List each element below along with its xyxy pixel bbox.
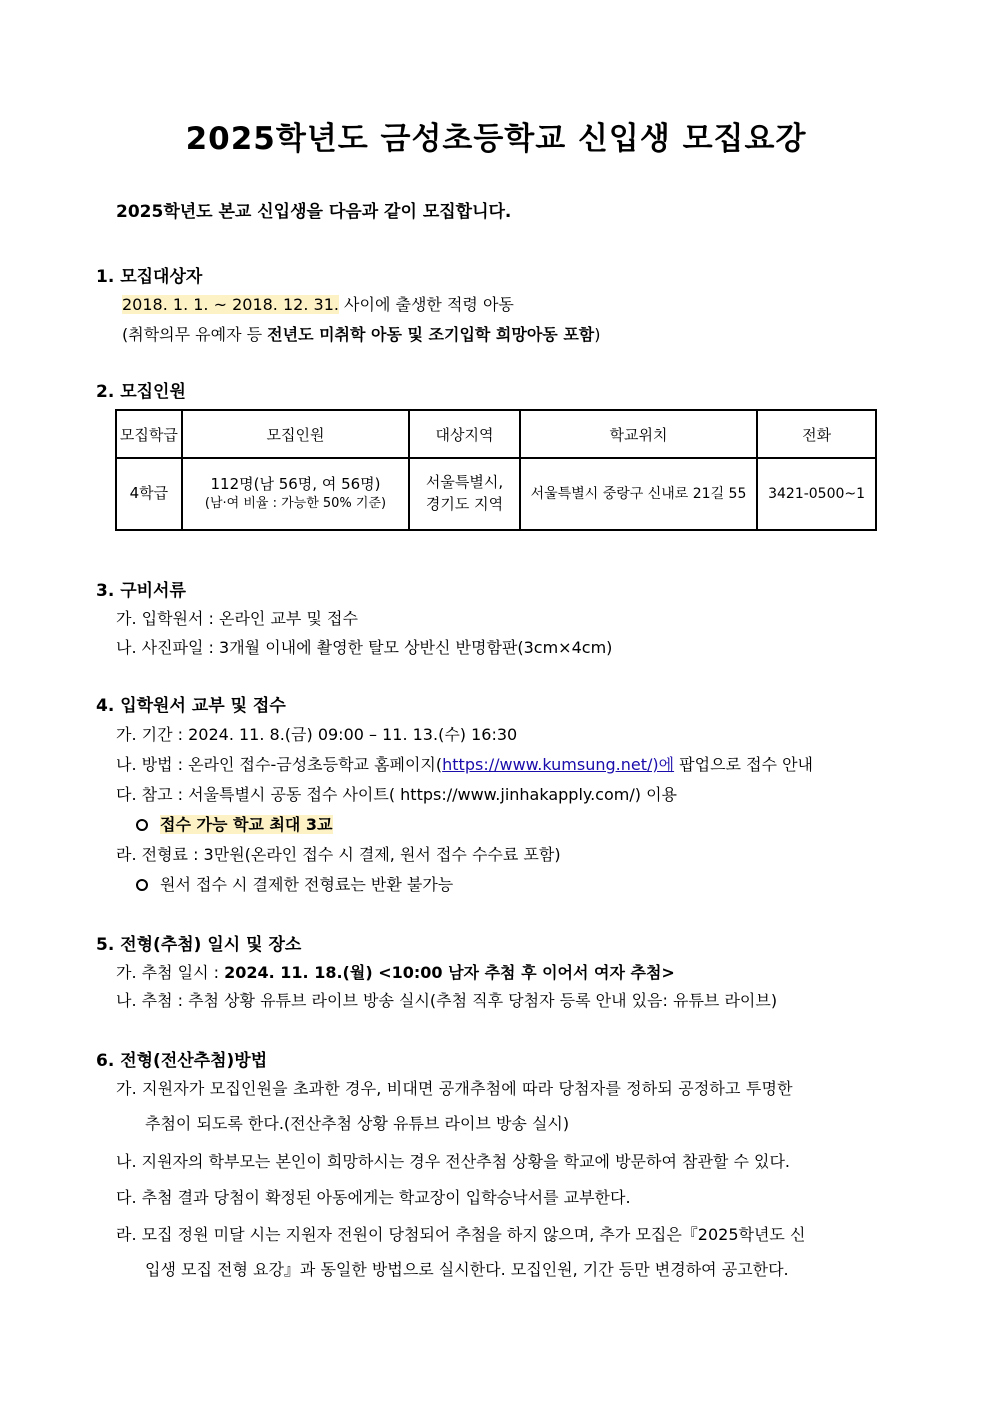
section-1-line-1 xyxy=(122,292,514,315)
fee-item: 라. 전형료 : 3만원(온라인 접수 시 결제, 원서 접수 수수료 포함) xyxy=(116,845,561,864)
birth-date-text: 사이에 출생한 적령 아동 xyxy=(338,295,514,314)
draw-date-bold: 2024. 11. 18.(월) <10:00 남자 추첨 후 이어서 여자 추첨> xyxy=(224,963,675,982)
method-na: 나. 지원자의 학부모는 본인이 희망하시는 경우 전산추첨 상황을 학교에 방문하여 참관할 수 있다. xyxy=(116,1152,790,1171)
cell-location: 서울특별시 중랑구 신내로 21길 55 xyxy=(520,458,757,530)
note-max-schools-text: 접수 가능 학교 최대 3교 xyxy=(160,815,333,834)
method-ga-line-1: 가. 지원자가 모집인원을 초과한 경우, 비대면 공개추첨에 따라 당첨자를 정하되 공정하고 투명한 xyxy=(116,1079,793,1098)
section-5-heading: 5. 전형(추첨) 일시 및 장소 xyxy=(96,935,302,955)
intro-text: 2025학년도 본교 신입생을 다음과 같이 모집합니다. xyxy=(116,202,512,222)
table-header-row xyxy=(116,410,876,458)
header-count: 모집인원 xyxy=(182,410,409,458)
draw-broadcast-item: 나. 추첨 : 추첨 상황 유튜브 라이브 방송 실시(추첨 직후 당첨자 등록 안내 있음: 유튜브 라이브) xyxy=(116,991,778,1010)
count-note: (남·여 비율 : 가능한 50% 기준) xyxy=(204,496,387,512)
method-ra-line-1: 라. 모집 정원 미달 시는 지원자 전원이 당첨되어 추첨을 하지 않으며, 추가 모집은『2025학년도 신 xyxy=(116,1225,806,1244)
section-1-heading: 1. 모집대상자 xyxy=(96,267,203,287)
homepage-link[interactable]: https://www.kumsung.net/)에 xyxy=(442,755,675,774)
reference-item: 다. 참고 : 서울특별시 공동 접수 사이트( https://www.jinhakapply.com/) 이용 xyxy=(116,785,677,804)
doc-item-2: 나. 사진파일 : 3개월 이내에 촬영한 탈모 상반신 반명함판(3cm×4cm) xyxy=(116,638,613,657)
cell-classes: 4학급 xyxy=(116,458,182,530)
line-2-suffix: ) xyxy=(594,325,601,344)
region-line-1: 서울특별시, xyxy=(425,473,504,492)
note-refund xyxy=(136,872,453,895)
section-4-heading: 4. 입학원서 교부 및 접수 xyxy=(96,696,286,716)
recruitment-table xyxy=(115,409,877,531)
section-6-heading: 6. 전형(전산추첨)방법 xyxy=(96,1051,268,1071)
header-location: 학교위치 xyxy=(520,410,757,458)
birth-date-range: 2018. 1. 1. ~ 2018. 12. 31. xyxy=(122,295,339,314)
method-da: 다. 추첨 결과 당첨이 확정된 아동에게는 학교장이 입학승낙서를 교부한다. xyxy=(116,1188,631,1207)
method-ra-line-2: 입생 모집 전형 요강』과 동일한 방법으로 실시한다. 모집인원, 기간 등만 변경하여 공고한다. xyxy=(145,1260,789,1279)
draw-date-item xyxy=(116,960,675,983)
line-2-prefix: (취학의무 유예자 등 xyxy=(122,325,268,344)
cell-region xyxy=(409,458,520,530)
circle-bullet-icon xyxy=(136,819,148,831)
header-phone: 전화 xyxy=(757,410,876,458)
method-suffix: 팝업으로 접수 안내 xyxy=(674,755,813,774)
note-refund-text: 원서 접수 시 결제한 전형료는 반환 불가능 xyxy=(160,875,454,894)
doc-item-1: 가. 입학원서 : 온라인 교부 및 접수 xyxy=(116,609,358,628)
table-row xyxy=(116,458,876,530)
cell-count xyxy=(182,458,409,530)
header-region: 대상지역 xyxy=(409,410,520,458)
count-text: 112명(남 56명, 여 56명) xyxy=(210,474,381,493)
cell-phone: 3421-0500~1 xyxy=(757,458,876,530)
section-3-heading: 3. 구비서류 xyxy=(96,581,186,601)
line-2-bold: 전년도 미취학 아동 및 조기입학 희망아동 포함 xyxy=(267,325,595,344)
method-item xyxy=(116,752,813,775)
page-title: 2025학년도 금성초등학교 신입생 모집요강 xyxy=(185,121,807,157)
circle-bullet-icon xyxy=(136,879,148,891)
section-2-heading: 2. 모집인원 xyxy=(96,382,186,402)
method-ga-line-2: 추첨이 되도록 한다.(전산추첨 상황 유튜브 라이브 방송 실시) xyxy=(145,1114,570,1133)
period-item: 가. 기간 : 2024. 11. 8.(금) 09:00 – 11. 13.(수) 16:30 xyxy=(116,725,518,744)
section-1-line-2 xyxy=(122,322,601,345)
method-prefix: 나. 방법 : 온라인 접수-금성초등학교 홈페이지( xyxy=(116,755,443,774)
draw-date-prefix: 가. 추첨 일시 : xyxy=(116,963,225,982)
region-line-2: 경기도 지역 xyxy=(425,495,504,513)
header-classes: 모집학급 xyxy=(116,410,182,458)
note-max-schools xyxy=(136,812,333,835)
